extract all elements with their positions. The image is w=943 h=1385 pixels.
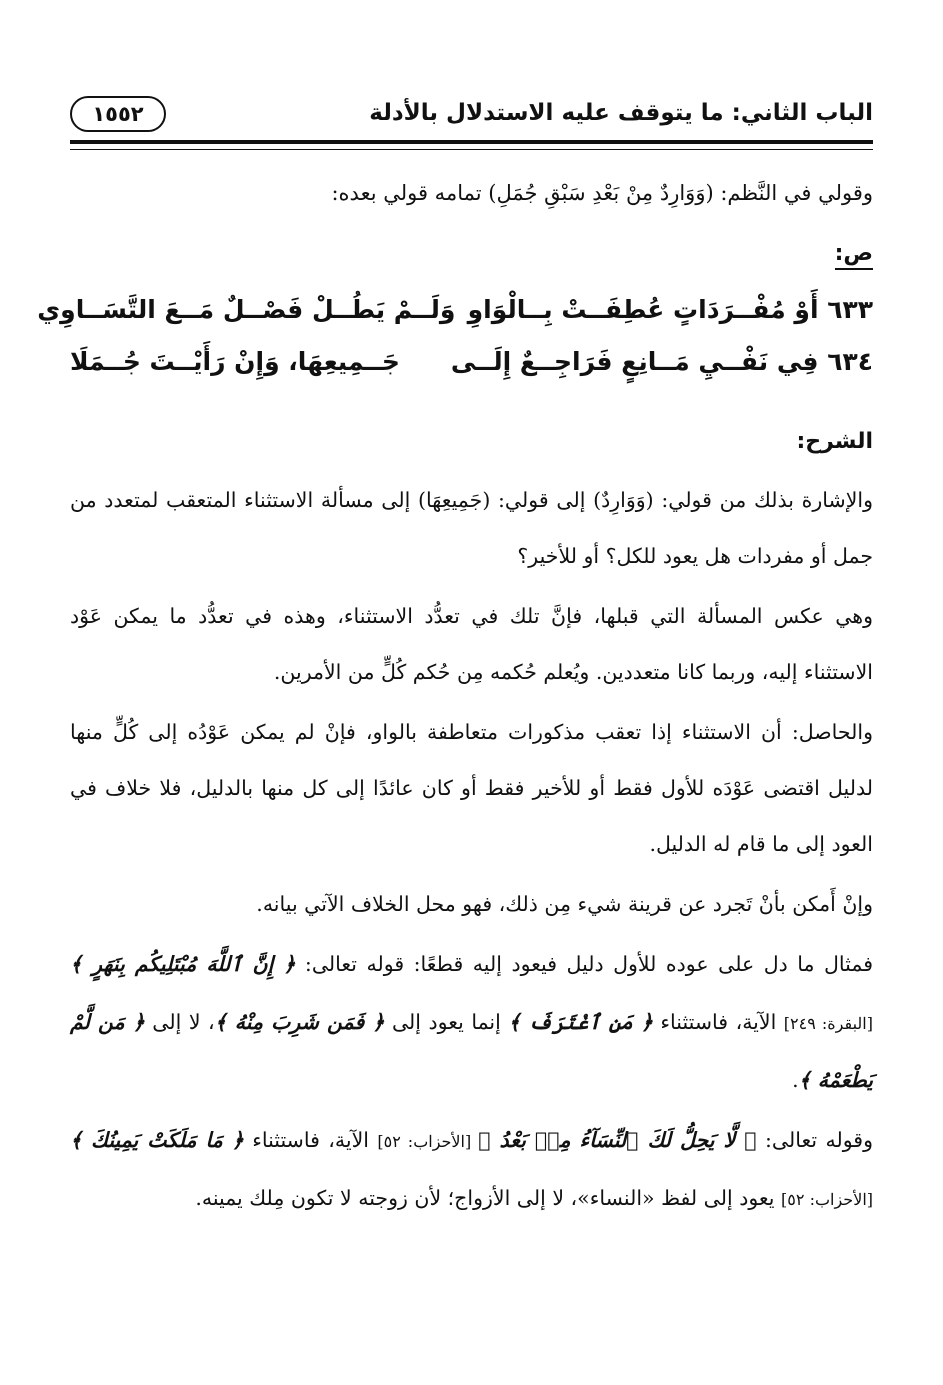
paragraph: وإنْ أَمكن بأنْ تَجرد عن قرينة شيء مِن ذلك، فهو محل الخلاف الآتي بيانه.	[256, 892, 873, 916]
quran-quote: ﴿ مَنِ ٱغْتَرَفَ ﴾	[508, 1010, 653, 1034]
text: يعود إلى لفظ «النساء»، لا إلى الأزواج؛ لأن زوجته لا تكون مِلك يمينه.	[195, 1186, 782, 1210]
quran-quote: ﴿ إِنَّ ٱللَّهَ مُبْتَلِيكُم بِنَهَرٍ ﴾	[70, 952, 296, 976]
quran-quote: ﴿ فَمَن شَرِبَ مِنْهُ ﴾	[214, 1010, 385, 1034]
verse-line	[37, 284, 873, 336]
paragraph: والحاصل: أن الاستثناء إذا تعقب مذكورات متعاطفة بالواو، فإنْ لم يمكن عَوْدُه إلى كُلٍّ منها لدليل اقتضى عَوْدَه للأول فقط أو للأخير فقط أو كان عائدًا إلى كل منها بالدليل، فلا خلاف في العود إلى ما قام له الدليل.	[70, 720, 873, 856]
text: وقوله تعالى:	[756, 1128, 873, 1152]
quran-quote: ﴿ مَا مَلَكَتْ يَمِينُكَ ﴾	[70, 1128, 244, 1152]
text: الآية، فاستثناء	[652, 1010, 784, 1034]
verse-first-hemistich: ٦٣٣ أَوْ مُفْــرَدَاتٍ عُطِفَــتْ بِــالْوَاوِ	[467, 295, 873, 324]
paragraph-examples	[70, 936, 873, 1108]
verse-second-hemistich: وَلَــمْ يَطُــلْ فَصْــلٌ مَــعَ التَّسَــاوِي	[37, 295, 456, 324]
citation: [البقرة: ٢٤٩]	[783, 1014, 873, 1033]
citation: [الأحزاب: ٥٢]	[377, 1132, 479, 1151]
header-rule-thin	[70, 149, 873, 150]
quran-quote: ﴿ مَن لَّمْ يَطْعَمْهُ ﴾	[70, 1010, 873, 1092]
verse-heading-text: ص:	[835, 241, 873, 270]
text: .	[792, 1068, 799, 1092]
verse-second-hemistich: جَــمِيعِهَا، وَإِنْ رَأَيْــتَ جُــمَلَا	[70, 347, 400, 376]
text: الآية، فاستثناء	[243, 1128, 378, 1152]
paragraph: والإشارة بذلك من قولي: (وَوَارِدٌ) إلى قولي: (جَمِيعِهَا) إلى مسألة الاستثناء المتعقب لمتعدد من جمل أو مفردات هل يعود للكل؟ أو للأخير؟	[70, 488, 873, 568]
verse-first-hemistich: ٦٣٤ فِي نَفْــيِ مَــانِعٍ فَرَاجِــعٌ إِلَــى	[450, 347, 873, 376]
intro-line: وقولي في النَّظم: (وَوَارِدٌ مِنْ بَعْدِ سَبْقِ جُمَلِ) تمامه قولي بعده:	[331, 181, 873, 205]
paragraph: وهي عكس المسألة التي قبلها، فإنَّ تلك في تعدُّد الاستثناء، وهذه في تعدُّد ما يمكن عَوْد الاستثناء إليه، وربما كانا متعددين. ويُعلم حُكمه مِن حُكم كُلٍّ من الأمرين.	[70, 604, 873, 684]
verse-heading	[70, 224, 873, 284]
citation: [الأحزاب: ٥٢]	[781, 1190, 873, 1209]
text: ، لا إلى	[144, 1010, 215, 1034]
page-number: ١٥٥٢	[70, 96, 166, 132]
text: إنما يعود إلى	[384, 1010, 509, 1034]
text: فمثال ما دل على عوده للأول دليل فيعود إليه قطعًا: قوله تعالى:	[295, 952, 873, 976]
page-body	[37, 170, 873, 1232]
verse-line	[70, 336, 873, 388]
chapter-title: الباب الثاني: ما يتوقف عليه الاستدلال بالأدلة	[369, 100, 873, 126]
running-header	[70, 92, 873, 136]
header-rule-thick	[70, 140, 873, 144]
commentary-heading: الشرح:	[796, 429, 873, 454]
quran-quote: ﴿ لَّا يَحِلُّ لَكَ ٱلنِّسَآءُ مِنۢ بَعْدُ ﴾	[478, 1128, 757, 1152]
paragraph-examples	[70, 1112, 873, 1228]
